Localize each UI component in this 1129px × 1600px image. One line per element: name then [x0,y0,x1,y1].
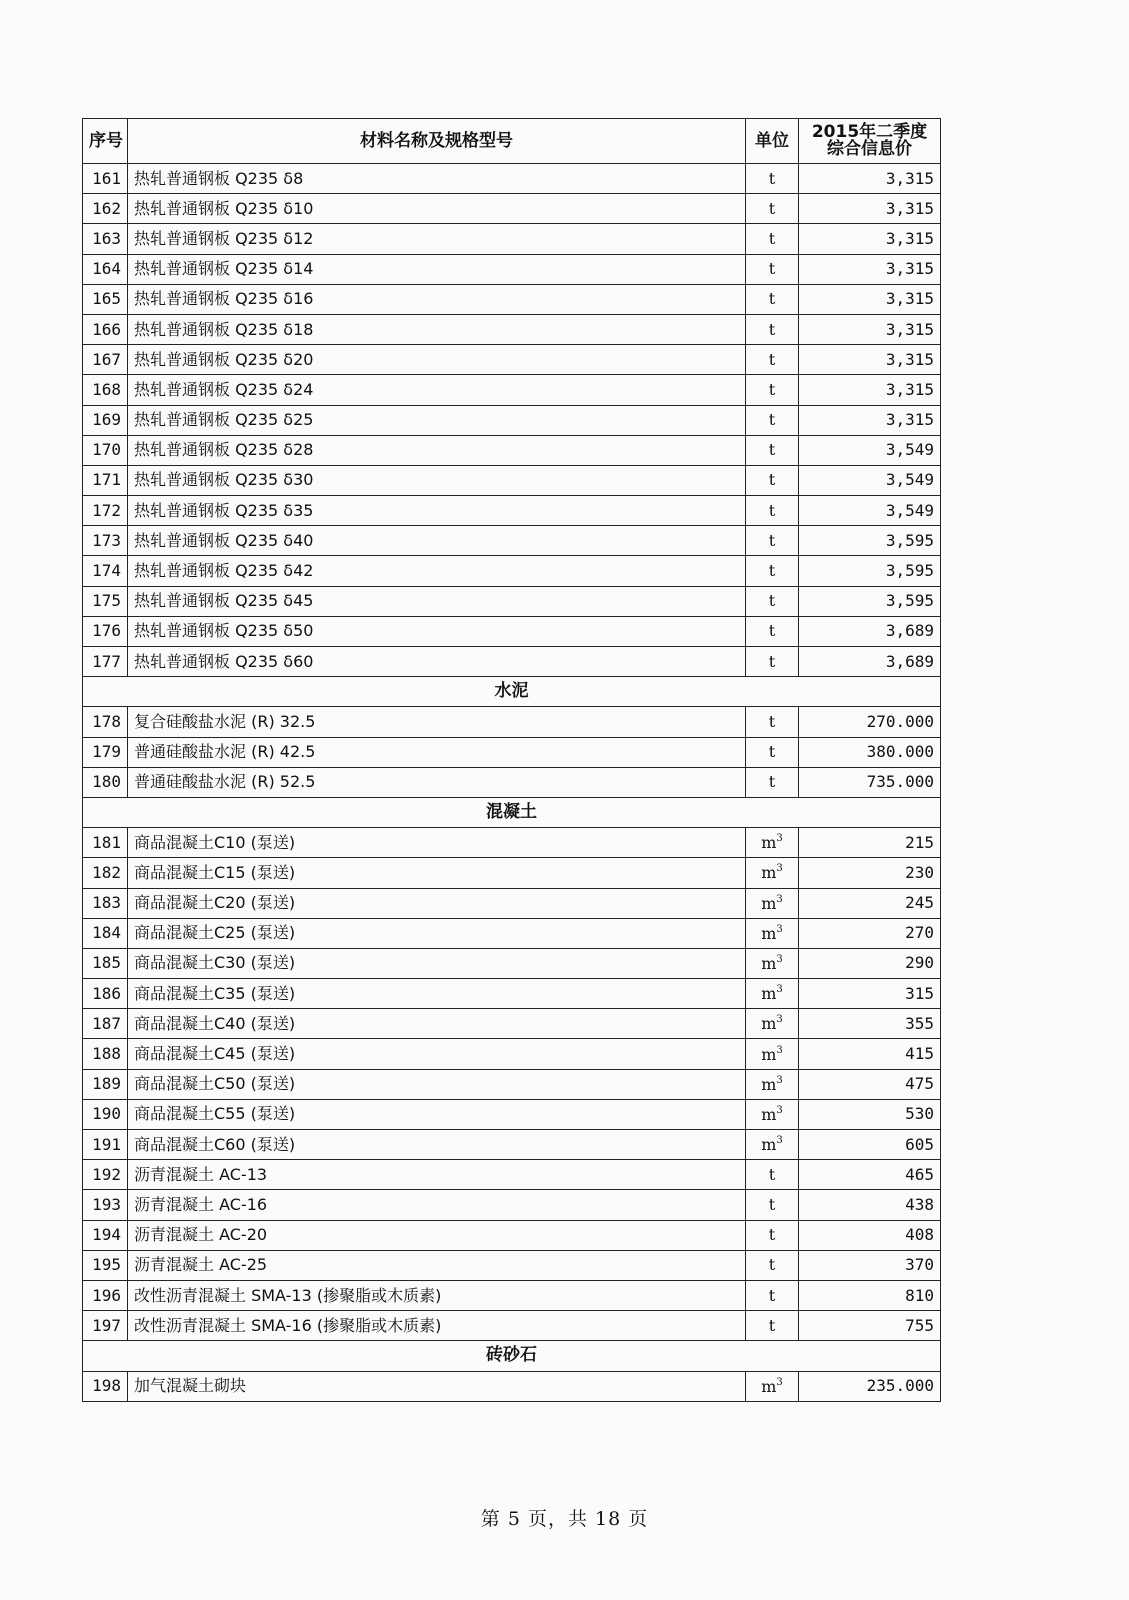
unit-text: t [768,259,776,279]
unit-text: t [768,228,776,248]
unit-text: t [768,440,776,460]
table-row [83,1280,941,1310]
row-price: 315 [799,979,941,1009]
table-row [83,828,941,858]
row-name: 加气混凝土砌块 [128,1371,746,1401]
table-row [83,465,941,495]
unit-text: t [768,349,776,369]
header-no: 序号 [83,119,128,164]
row-no: 197 [83,1311,128,1341]
unit-text: t [768,561,776,581]
row-name: 沥青混凝土 AC-13 [128,1160,746,1190]
row-no: 192 [83,1160,128,1190]
row-price: 355 [799,1009,941,1039]
row-name: 热轧普通钢板 Q235 δ30 [128,465,746,495]
row-name: 商品混凝土C30 (泵送) [128,948,746,978]
row-unit [746,1220,799,1250]
table-row [83,979,941,1009]
row-no: 171 [83,465,128,495]
row-unit [746,979,799,1009]
unit-text: m [761,953,777,973]
unit-text: t [768,410,776,430]
row-unit [746,1039,799,1069]
row-name: 改性沥青混凝土 SMA-16 (掺聚脂或木质素) [128,1311,746,1341]
unit-superscript: 3 [776,1014,783,1026]
unit-text: m [761,1376,777,1396]
row-price: 215 [799,828,941,858]
unit-text: t [768,1164,776,1184]
row-unit [746,828,799,858]
row-unit [746,888,799,918]
row-price: 755 [799,1311,941,1341]
row-unit [746,435,799,465]
table-row [83,1099,941,1129]
row-unit [746,737,799,767]
unit-text: m [761,1074,777,1094]
row-no: 188 [83,1039,128,1069]
row-no: 175 [83,586,128,616]
row-no: 196 [83,1280,128,1310]
table-row [83,314,941,344]
row-name: 商品混凝土C40 (泵送) [128,1009,746,1039]
row-name: 热轧普通钢板 Q235 δ45 [128,586,746,616]
unit-text: m [761,863,777,883]
row-unit [746,1099,799,1129]
row-unit [746,345,799,375]
table-row [83,918,941,948]
row-no: 166 [83,314,128,344]
row-price: 415 [799,1039,941,1069]
unit-superscript: 3 [776,833,783,845]
row-name: 热轧普通钢板 Q235 δ60 [128,647,746,677]
page-footer: 第 5 页，共 18 页 [480,1508,649,1530]
unit-text: t [768,1194,776,1214]
table-row [83,1069,941,1099]
row-unit [746,375,799,405]
unit-text: t [768,319,776,339]
row-price: 3,315 [799,284,941,314]
table-row [83,737,941,767]
row-no: 163 [83,224,128,254]
header-price [799,119,941,164]
row-unit [746,164,799,194]
row-price: 230 [799,858,941,888]
row-no: 182 [83,858,128,888]
table-row [83,888,941,918]
row-unit [746,1190,799,1220]
row-name: 热轧普通钢板 Q235 δ24 [128,375,746,405]
unit-superscript: 3 [776,893,783,905]
row-no: 193 [83,1190,128,1220]
table-row [83,1039,941,1069]
row-price: 3,315 [799,224,941,254]
row-price: 530 [799,1099,941,1129]
row-unit [746,526,799,556]
row-price: 290 [799,948,941,978]
row-name: 普通硅酸盐水泥 (R) 42.5 [128,737,746,767]
unit-superscript: 3 [776,1104,783,1116]
row-price: 3,315 [799,345,941,375]
unit-text: t [768,742,776,762]
price-table [82,118,941,1402]
row-price: 270 [799,918,941,948]
row-no: 183 [83,888,128,918]
section-row [83,1341,941,1371]
unit-superscript: 3 [776,863,783,875]
row-name: 商品混凝土C15 (泵送) [128,858,746,888]
row-price: 810 [799,1280,941,1310]
row-unit [746,405,799,435]
row-name: 商品混凝土C25 (泵送) [128,918,746,948]
row-name: 热轧普通钢板 Q235 δ25 [128,405,746,435]
table-row [83,858,941,888]
row-no: 195 [83,1250,128,1280]
row-unit [746,586,799,616]
row-name: 热轧普通钢板 Q235 δ42 [128,556,746,586]
row-unit [746,1009,799,1039]
row-name: 沥青混凝土 AC-20 [128,1220,746,1250]
row-no: 162 [83,194,128,224]
unit-text: t [768,1225,776,1245]
row-no: 186 [83,979,128,1009]
table-row [83,194,941,224]
row-unit [746,314,799,344]
table-row [83,164,941,194]
header-price-line1: 2015年二季度 [811,122,928,142]
table-row [83,556,941,586]
unit-text: t [768,1315,776,1335]
row-unit [746,254,799,284]
row-price: 3,549 [799,465,941,495]
row-name: 热轧普通钢板 Q235 δ40 [128,526,746,556]
row-no: 176 [83,616,128,646]
row-no: 168 [83,375,128,405]
row-price: 438 [799,1190,941,1220]
row-name: 商品混凝土C50 (泵送) [128,1069,746,1099]
unit-text: t [768,621,776,641]
table-row [83,435,941,465]
row-name: 热轧普通钢板 Q235 δ14 [128,254,746,284]
row-unit [746,194,799,224]
unit-text: m [761,833,777,853]
unit-text: m [761,1104,777,1124]
row-name: 商品混凝土C55 (泵送) [128,1099,746,1129]
row-name: 复合硅酸盐水泥 (R) 32.5 [128,707,746,737]
row-price: 3,595 [799,526,941,556]
row-unit [746,858,799,888]
unit-text: t [768,500,776,520]
row-price: 735.000 [799,767,941,797]
row-name: 普通硅酸盐水泥 (R) 52.5 [128,767,746,797]
row-price: 370 [799,1250,941,1280]
row-no: 169 [83,405,128,435]
unit-text: m [761,984,777,1004]
table-row [83,254,941,284]
table-row [83,1190,941,1220]
table-row [83,707,941,737]
row-price: 3,315 [799,375,941,405]
row-price: 3,595 [799,556,941,586]
table-row [83,224,941,254]
unit-text: t [768,1255,776,1275]
row-no: 173 [83,526,128,556]
unit-text: m [761,923,777,943]
row-name: 商品混凝土C60 (泵送) [128,1130,746,1160]
row-no: 180 [83,767,128,797]
table-body [83,164,941,1402]
row-no: 187 [83,1009,128,1039]
row-unit [746,918,799,948]
row-price: 3,315 [799,194,941,224]
header-unit: 单位 [746,119,799,164]
unit-text: t [768,1285,776,1305]
row-no: 198 [83,1371,128,1401]
unit-text: t [768,379,776,399]
row-no: 161 [83,164,128,194]
row-price: 475 [799,1069,941,1099]
row-unit [746,647,799,677]
row-name: 商品混凝土C45 (泵送) [128,1039,746,1069]
row-price: 3,315 [799,405,941,435]
table-header-row [83,119,941,164]
row-price: 3,315 [799,314,941,344]
table-row [83,586,941,616]
row-name: 商品混凝土C35 (泵送) [128,979,746,1009]
unit-text: t [768,289,776,309]
section-title: 砖砂石 [83,1341,941,1371]
row-name: 热轧普通钢板 Q235 δ35 [128,496,746,526]
table-row [83,496,941,526]
row-no: 179 [83,737,128,767]
section-title: 水泥 [83,677,941,707]
table-row [83,948,941,978]
row-price: 245 [799,888,941,918]
table-row [83,375,941,405]
unit-text: t [768,168,776,188]
row-unit [746,496,799,526]
unit-superscript: 3 [776,923,783,935]
unit-text: m [761,1014,777,1034]
row-unit [746,1130,799,1160]
table-row [83,1250,941,1280]
row-price: 3,689 [799,647,941,677]
unit-superscript: 3 [776,1135,783,1147]
table-row [83,1220,941,1250]
unit-text: m [761,1044,777,1064]
table-row [83,1160,941,1190]
unit-text: t [768,591,776,611]
row-no: 184 [83,918,128,948]
row-unit [746,1280,799,1310]
section-title: 混凝土 [83,797,941,827]
unit-superscript: 3 [776,984,783,996]
row-price: 380.000 [799,737,941,767]
row-price: 3,315 [799,164,941,194]
header-name: 材料名称及规格型号 [128,119,746,164]
row-name: 热轧普通钢板 Q235 δ10 [128,194,746,224]
row-no: 181 [83,828,128,858]
row-name: 热轧普通钢板 Q235 δ16 [128,284,746,314]
row-no: 167 [83,345,128,375]
table-row [83,1371,941,1401]
row-no: 164 [83,254,128,284]
row-no: 189 [83,1069,128,1099]
row-unit [746,556,799,586]
row-unit [746,1371,799,1401]
row-name: 热轧普通钢板 Q235 δ18 [128,314,746,344]
unit-text: m [761,893,777,913]
row-unit [746,284,799,314]
unit-superscript: 3 [776,953,783,965]
row-unit [746,465,799,495]
table-row [83,767,941,797]
row-name: 热轧普通钢板 Q235 δ12 [128,224,746,254]
unit-text: t [768,470,776,490]
table-row [83,1311,941,1341]
table-row [83,526,941,556]
row-unit [746,707,799,737]
row-unit [746,616,799,646]
unit-text: m [761,1135,777,1155]
row-no: 190 [83,1099,128,1129]
row-price: 3,595 [799,586,941,616]
row-name: 商品混凝土C10 (泵送) [128,828,746,858]
row-no: 185 [83,948,128,978]
row-unit [746,948,799,978]
row-unit [746,1311,799,1341]
unit-text: t [768,198,776,218]
section-row [83,797,941,827]
row-unit [746,1250,799,1280]
row-name: 热轧普通钢板 Q235 δ50 [128,616,746,646]
row-unit [746,1160,799,1190]
unit-text: t [768,711,776,731]
table-row [83,405,941,435]
row-no: 178 [83,707,128,737]
unit-text: t [768,772,776,792]
row-name: 改性沥青混凝土 SMA-13 (掺聚脂或木质素) [128,1280,746,1310]
unit-text: t [768,651,776,671]
unit-superscript: 3 [776,1376,783,1388]
table-row [83,647,941,677]
row-name: 沥青混凝土 AC-16 [128,1190,746,1220]
row-price: 3,549 [799,435,941,465]
row-unit [746,224,799,254]
row-no: 174 [83,556,128,586]
row-no: 191 [83,1130,128,1160]
row-price: 235.000 [799,1371,941,1401]
unit-superscript: 3 [776,1074,783,1086]
row-price: 408 [799,1220,941,1250]
row-price: 3,549 [799,496,941,526]
section-row [83,677,941,707]
unit-text: t [768,530,776,550]
row-name: 热轧普通钢板 Q235 δ8 [128,164,746,194]
table-row [83,616,941,646]
row-no: 194 [83,1220,128,1250]
header-price-line2: 综合信息价 [827,139,912,159]
row-price: 270.000 [799,707,941,737]
row-unit [746,1069,799,1099]
row-no: 165 [83,284,128,314]
row-name: 沥青混凝土 AC-25 [128,1250,746,1280]
table-row [83,1130,941,1160]
row-name: 热轧普通钢板 Q235 δ20 [128,345,746,375]
row-name: 热轧普通钢板 Q235 δ28 [128,435,746,465]
row-price: 3,689 [799,616,941,646]
row-price: 465 [799,1160,941,1190]
table-row [83,284,941,314]
row-price: 605 [799,1130,941,1160]
row-name: 商品混凝土C20 (泵送) [128,888,746,918]
row-no: 177 [83,647,128,677]
table-row [83,345,941,375]
row-unit [746,767,799,797]
row-no: 170 [83,435,128,465]
table-row [83,1009,941,1039]
row-price: 3,315 [799,254,941,284]
row-no: 172 [83,496,128,526]
unit-superscript: 3 [776,1044,783,1056]
